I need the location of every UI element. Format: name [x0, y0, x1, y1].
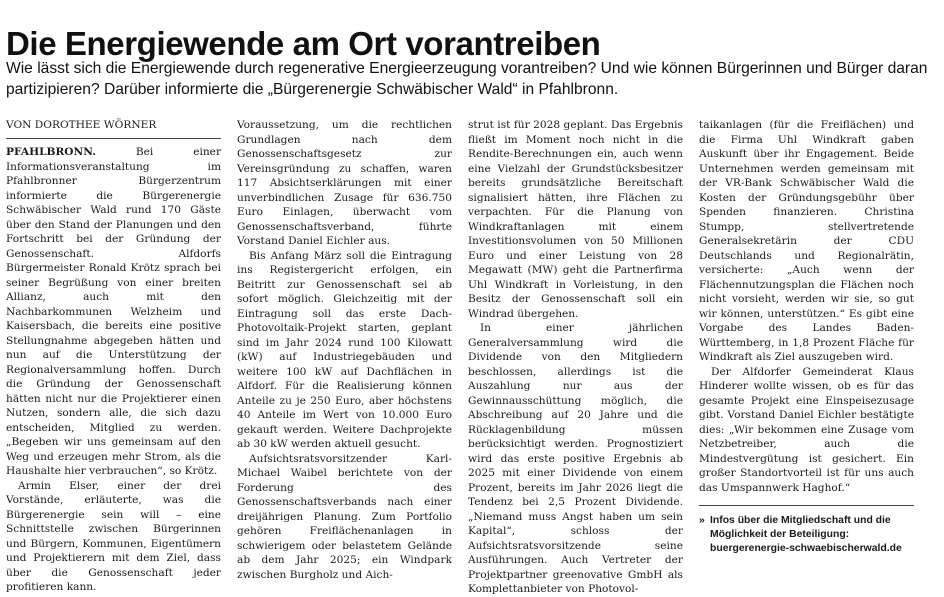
paragraph [6, 145, 221, 479]
column-1 [6, 118, 222, 593]
paragraph: Der Alfdorfer Gemeinderat Klaus Hinderer wollte wissen, ob es für das gesamte Projekt eine Einspeisezusage gibt. Vorstand Daniel Eichler bestätigte dies: „Wir bekommen eine Zusage vom Netzbetreiber, auch die Mindestvergütung ist gesichert. Ein großer Standortvorteil ist für uns auch das Umspannwerk Haghof.“ [699, 365, 914, 494]
paragraph: Aufsichtsratsvorsitzender Karl-Michael Waibel berichtete von der Forderung des Genossenschaftsverbands nach einer dreijährigen Planung. Zum Portfolio gehören Freiflächenanlagen in schwierigem oder belastetem Gelände ab dem Jahr 2025; ein Windpark zwischen Burgholz und Aich- [237, 452, 452, 581]
byline: VON DOROTHEE WÖRNER [6, 118, 221, 139]
info-text[interactable]: Infos über die Mitgliedschaft und die Möglichkeit der Beteiligung: buergerenergie-schwaebischerwald.de [710, 515, 902, 554]
paragraph: Voraussetzung, um die rechtlichen Grundlagen nach dem Genossenschaftsgesetz zur Vereinsgründung zu schaffen, waren 117 Absichtserklärungen mit einer unverbindlichen Zusage für 636.750 Euro Einlagen, überwacht vom Genossenschaftsverband, führte Vorstand Daniel Eichler aus. [237, 119, 452, 247]
standfirst: Wie lässt sich die Energiewende durch regenerative Energieerzeugung vorantreiben? Und wie können Bürgerinnen und Bürger daran partizipieren? Darüber informierte die „Bürgerenergie Schwäbischer Wald“ in Pfahlbronn. [6, 60, 928, 98]
paragraph: In einer jährlichen Generalversammlung wird die Dividende von den Mitgliedern beschlossen, allerdings ist die Auszahlung nur aus der Gewinnausschüttung möglich, die Abschreibung auf 20 Jahre und die Rücklagenbildung müssen berücksichtigt werden. Prognostiziert wird das erste positive Ergebnis ab 2025 mit einer Dividende von einem Prozent, bereits im Jahr 2026 liegt die Tendenz bei 2,5 Prozent Dividende. „Niemand muss Angst haben um sein Kapital“, schloss der Aufsichtsratsvorsitzende seine Ausführungen. Auch Vertreter der Projektpartner greenovative GmbH als Komplettanbieter von Photovol- [468, 322, 683, 595]
paragraph: strut ist für 2028 geplant. Das Ergebnis fließt im Moment noch nicht in die Rendite-Berechnungen ein, auch wenn eine Vielzahl der Grundstücksbesitzer bereits grundsätzliche Bereitschaft signalisiert hätten, ihre Flächen zu verpachten. Für die Planung von Windkraftanlagen mit einem Investitionsvolumen von 50 Millionen Euro und einer Leistung von 28 Megawatt (MW) geht die Partnerfirma Uhl Windkraft in Vorleistung, in den Besitz der Genossenschaft soll ein Windrad übergehen. [468, 119, 683, 320]
info-box [699, 505, 914, 556]
paragraph-text: Bei einer Informationsveranstaltung im Pfahlbronner Bürgerzentrum informierte die Bürgerenergie Schwäbischer Wald rund 170 Gäste über den Stand der Planungen und den Fortschritt bei der Gründung der Genossenschaft. Alfdorfs Bürgermeister Ronald Krötz sprach bei seiner Begrüßung von einer breiten Allianz, auch mit den Nachbarkommunen Welzheim und Kaisersbach, die bereits eine positive Stellungnahme abgegeben hätten und nun auf die Unterstützung der Regionalversammlung hoffen. Durch die Gründung der Genossenschaft hätten nicht nur die Projektierer einen Nutzen, sondern alle, die sich dazu entscheiden, Mitglied zu werden. „Begeben wir uns gemeinsam auf den Weg und erzeugen mehr Strom, als die Haushalte hier verbrauchen“, so Krötz. [6, 146, 222, 477]
paragraph: Bis Anfang März soll die Eintragung ins Registergericht erfolgen, ein Beitritt zur Genossenschaft sei ab sofort möglich. Gleichzeitig mit der Eintragung soll das erste Dach-Photovoltaik-Projekt starten, geplant sind im Jahr 2024 rund 100 Kilowatt (kW) auf Industriegebäuden und weitere 100 kW auf Dachflächen in Alfdorf. Für die Realisierung können Anteile zu je 250 Euro, aber höchstens 40 Anteile im Wert von 10.000 Euro gekauft werden. Weitere Dachprojekte ab 30 kW werden aktuell gesucht. [237, 249, 452, 450]
headline: Die Energiewende am Ort vorantreiben [6, 25, 601, 63]
column-3 [468, 118, 683, 595]
paragraph: taikanlagen (für die Freiflächen) und die Firma Uhl Windkraft gaben Auskunft über ihr Engagement. Beide Unternehmen werden gemeinsam mit der VR-Bank Schwäbischer Wald die Kosten der Gründungsgebühr über Spenden finanzieren. Christina Stumpp, stellvertretende Generalsekretärin der CDU Deutschlands und Regionalrätin, versicherte: „Auch wenn der Flächennutzungsplan die Flächen noch nicht vorsieht, werden wir sie, so gut wir können, unterstützen.“ Es gibt eine Vorgabe des Landes Baden-Württemberg, in 1,8 Prozent Fläche für Windkraft als Ziel auszugeben wird. [699, 119, 914, 363]
dateline: PFAHLBRONN. [6, 146, 96, 158]
column-2 [237, 118, 452, 581]
column-4 [699, 118, 914, 554]
arrow-icon: » [699, 515, 705, 526]
paragraph: Armin Elser, einer der drei Vorstände, erläuterte, was die Bürgerenergie sein will – eine Schnittstelle zwischen Bürgerinnen und Bürgern, Kommunen, Eigentümern und Projektierern mit dem Ziel, dass über die Genossenschaft jeder profitieren kann. [6, 479, 221, 593]
